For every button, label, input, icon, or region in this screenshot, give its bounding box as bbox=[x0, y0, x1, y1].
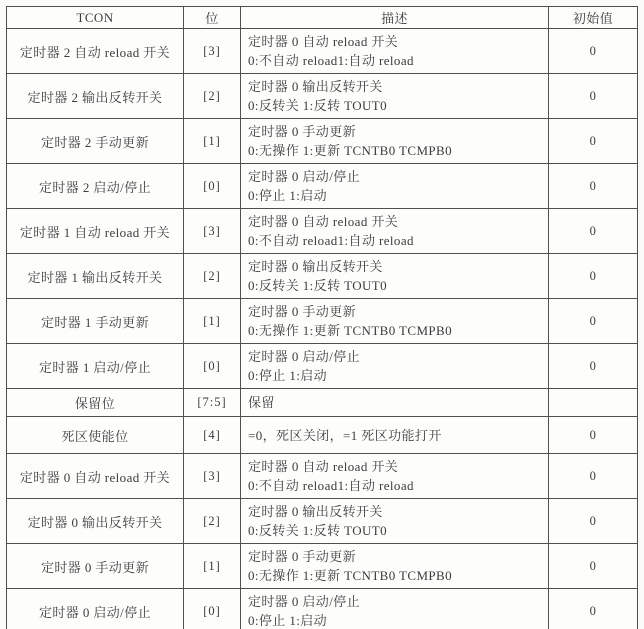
table-row bbox=[7, 589, 638, 629]
col-header-bit: 位 bbox=[184, 7, 241, 29]
desc-line: 0:不自动 reload1:自动 reload bbox=[248, 478, 414, 493]
desc-line: 定时器 0 自动 reload 开关 bbox=[248, 34, 399, 49]
table-row bbox=[7, 389, 638, 417]
table-row bbox=[7, 29, 638, 74]
tcon-cell: 定时器 0 输出反转开关 bbox=[7, 499, 184, 544]
init-cell bbox=[549, 389, 638, 417]
desc-line: 0:反转关 1:反转 TOUT0 bbox=[248, 98, 388, 113]
desc-line: 0:停止 1:启动 bbox=[248, 188, 328, 203]
bit-cell: [3] bbox=[184, 454, 241, 499]
desc-line: 保留 bbox=[248, 395, 275, 410]
table-row bbox=[7, 254, 638, 299]
col-header-desc: 描述 bbox=[241, 7, 549, 29]
desc-line: =0，死区关闭，=1 死区功能打开 bbox=[248, 427, 442, 443]
desc-line: 定时器 0 启动/停止 bbox=[248, 594, 361, 609]
header-row bbox=[7, 7, 638, 29]
desc-line: 0:无操作 1:更新 TCNTB0 TCMPB0 bbox=[248, 568, 453, 583]
tcon-cell: 定时器 0 自动 reload 开关 bbox=[7, 454, 184, 499]
desc-line: 定时器 0 手动更新 bbox=[248, 124, 357, 139]
bit-cell: [0] bbox=[184, 589, 241, 629]
desc-line: 0:不自动 reload1:自动 reload bbox=[248, 53, 414, 68]
bit-cell: [1] bbox=[184, 299, 241, 344]
init-cell: 0 bbox=[549, 544, 638, 589]
desc-cell bbox=[241, 417, 549, 454]
desc-line: 定时器 0 手动更新 bbox=[248, 549, 357, 564]
table-row bbox=[7, 299, 638, 344]
init-cell: 0 bbox=[549, 209, 638, 254]
bit-cell: [1] bbox=[184, 119, 241, 164]
desc-cell bbox=[241, 544, 549, 589]
desc-line: 0:停止 1:启动 bbox=[248, 368, 328, 383]
tcon-cell: 定时器 1 手动更新 bbox=[7, 299, 184, 344]
desc-line: 0:反转关 1:反转 TOUT0 bbox=[248, 523, 388, 538]
desc-line: 定时器 0 自动 reload 开关 bbox=[248, 214, 399, 229]
table-row bbox=[7, 454, 638, 499]
desc-line: 0:不自动 reload1:自动 reload bbox=[248, 233, 414, 248]
desc-line: 定时器 0 启动/停止 bbox=[248, 349, 361, 364]
desc-line: 定时器 0 输出反转开关 bbox=[248, 79, 383, 94]
desc-cell bbox=[241, 209, 549, 254]
tcon-cell: 定时器 0 手动更新 bbox=[7, 544, 184, 589]
bit-cell: [2] bbox=[184, 74, 241, 119]
desc-cell bbox=[241, 589, 549, 629]
desc-cell bbox=[241, 454, 549, 499]
desc-cell bbox=[241, 164, 549, 209]
bit-cell: [3] bbox=[184, 29, 241, 74]
desc-line: 0:无操作 1:更新 TCNTB0 TCMPB0 bbox=[248, 143, 453, 158]
tcon-cell: 定时器 2 启动/停止 bbox=[7, 164, 184, 209]
table-row bbox=[7, 544, 638, 589]
tcon-cell: 定时器 2 输出反转开关 bbox=[7, 74, 184, 119]
desc-line: 定时器 0 手动更新 bbox=[248, 304, 357, 319]
tcon-cell: 定时器 1 输出反转开关 bbox=[7, 254, 184, 299]
tcon-register-table bbox=[6, 6, 638, 629]
desc-line: 定时器 0 自动 reload 开关 bbox=[248, 459, 399, 474]
tcon-cell: 定时器 2 自动 reload 开关 bbox=[7, 29, 184, 74]
tcon-cell: 定时器 2 手动更新 bbox=[7, 119, 184, 164]
table-row bbox=[7, 499, 638, 544]
desc-line: 0:反转关 1:反转 TOUT0 bbox=[248, 278, 388, 293]
init-cell: 0 bbox=[549, 299, 638, 344]
bit-cell: [3] bbox=[184, 209, 241, 254]
desc-cell bbox=[241, 344, 549, 389]
col-header-init: 初始值 bbox=[549, 7, 638, 29]
init-cell: 0 bbox=[549, 499, 638, 544]
bit-cell: [2] bbox=[184, 254, 241, 299]
desc-cell bbox=[241, 74, 549, 119]
tcon-cell: 定时器 0 启动/停止 bbox=[7, 589, 184, 629]
table-row bbox=[7, 417, 638, 454]
init-cell: 0 bbox=[549, 74, 638, 119]
tcon-cell: 死区使能位 bbox=[7, 417, 184, 454]
desc-cell bbox=[241, 119, 549, 164]
init-cell: 0 bbox=[549, 29, 638, 74]
desc-cell bbox=[241, 299, 549, 344]
init-cell: 0 bbox=[549, 589, 638, 629]
bit-cell: [2] bbox=[184, 499, 241, 544]
tcon-cell: 定时器 1 启动/停止 bbox=[7, 344, 184, 389]
bit-cell: [7:5] bbox=[184, 389, 241, 417]
table-row bbox=[7, 344, 638, 389]
table-row bbox=[7, 74, 638, 119]
desc-cell bbox=[241, 389, 549, 417]
init-cell: 0 bbox=[549, 119, 638, 164]
bit-cell: [0] bbox=[184, 164, 241, 209]
bit-cell: [4] bbox=[184, 417, 241, 454]
bit-cell: [1] bbox=[184, 544, 241, 589]
init-cell: 0 bbox=[549, 164, 638, 209]
desc-line: 定时器 0 输出反转开关 bbox=[248, 259, 383, 274]
tcon-cell: 保留位 bbox=[7, 389, 184, 417]
init-cell: 0 bbox=[549, 344, 638, 389]
tcon-cell: 定时器 1 自动 reload 开关 bbox=[7, 209, 184, 254]
desc-cell bbox=[241, 29, 549, 74]
desc-line: 定时器 0 输出反转开关 bbox=[248, 504, 383, 519]
bit-cell: [0] bbox=[184, 344, 241, 389]
desc-cell bbox=[241, 254, 549, 299]
init-cell: 0 bbox=[549, 454, 638, 499]
desc-line: 定时器 0 启动/停止 bbox=[248, 169, 361, 184]
desc-cell bbox=[241, 499, 549, 544]
desc-line: 0:无操作 1:更新 TCNTB0 TCMPB0 bbox=[248, 323, 453, 338]
init-cell: 0 bbox=[549, 254, 638, 299]
col-header-tcon: TCON bbox=[7, 7, 184, 29]
table-row bbox=[7, 209, 638, 254]
table-row bbox=[7, 164, 638, 209]
desc-line: 0:停止 1:启动 bbox=[248, 613, 328, 628]
init-cell: 0 bbox=[549, 417, 638, 454]
table-row bbox=[7, 119, 638, 164]
